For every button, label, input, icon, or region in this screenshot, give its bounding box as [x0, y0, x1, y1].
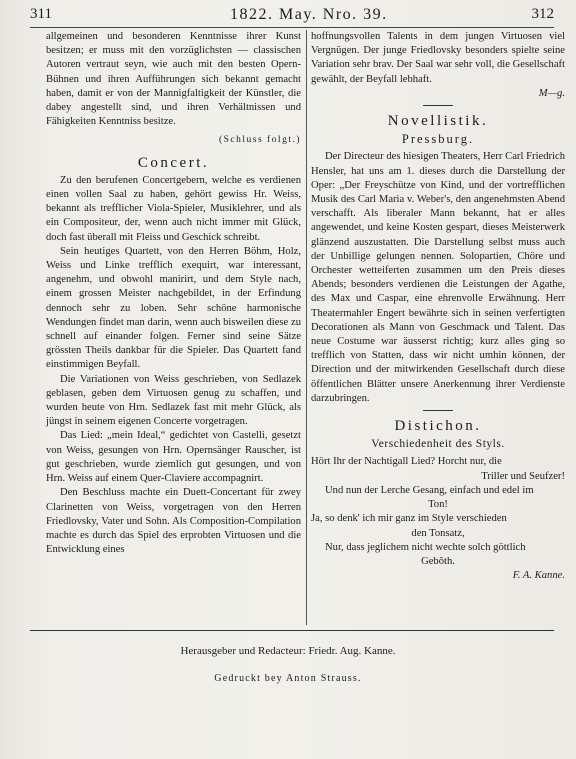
page-header: [30, 6, 554, 24]
verse-line: den Tonsatz,: [411, 527, 465, 539]
concert-paragraph: Sein heutiges Quartett, von den Herren Böhm, Holz, Weiss und Linke trefflich exequirt, war interessant, angenehm, und obwohl manirirt, und dem Style nach, einem grossen Meister nachgebildet, in der Erfindung dennoch sehr zu loben. Sehr schöne harmonische Wendungen findet man darin, wenn auch bisweilen diese zu schnell auf einander folgen. Ferner sind seine Sätze grössten Theils dankbar für die Spieler. Das Quartett fand einstimmigen Beyfall.: [46, 245, 301, 371]
concert-heading: Concert.: [137, 154, 210, 171]
verse-line: Triller und Seufzer!: [481, 470, 565, 482]
page-number-left: 311: [30, 6, 52, 22]
concert-paragraph: Die Variationen von Weiss geschrieben, von Sedlazek geblasen, geben dem Virtuosen genug zu schaffen, und wurden heute von Hrn. Sedlazek fast mit mehr Glück, als jüngst in seinem eigenen Concerte vorgetragen.: [46, 373, 301, 428]
concert-continuation: hoffnungsvollen Talents in dem jungen Virtuosen viel Vergnügen. Der junge Friedlovsky besonders spielte seine Variation sehr brav. Der Saal war sehr voll, die Gesellschaft gewählt, der Beyfall lebhaft.: [311, 31, 565, 85]
page-number-right: 312: [531, 6, 554, 22]
article-continuation: allgemeinen und besonderen Kenntnisse ihrer Kunst besitzen; er muss mit den vorzüglichsten — classischen Autoren vertraut seyn, wie auch mit den besten Opern-Bühnen und ihren Aufführungen sich bekannt gemacht haben, damit er von der Mannigfaltigkeit der Künstler, die dabey angestellt sind, und ihren Verhältnissen und Fähigkeiten Kenntniss besitze.: [46, 31, 301, 128]
distichon-subheading: Verschiedenheit des Styls.: [371, 438, 505, 451]
concert-paragraph: Das Lied: „mein Ideal,“ gedichtet von Castelli, gesetzt von Weiss, gesungen von Hrn. Opernsänger Rauscher, ist gut geschrieben, wurde ziemlich gut gesungen, und von Hrn. Weiss auf einem Quer-Claviere accompagnirt.: [46, 430, 301, 485]
verse-line: Gebôth.: [421, 555, 455, 567]
distichon-verse: [311, 455, 565, 569]
footer-rule: [30, 630, 554, 631]
pressburg-paragraph: Der Directeur des hiesigen Theaters, Herr Carl Friedrich Hensler, hat uns am 1. dieses durch die Darstellung der Oper: „Der Freyschütze von Kind, und der vortrefflichen Musik des Carl Maria v. Weber's, den angenehmsten Abend verschafft. Als liberaler Mann bekannt, hat er alles angewendet, und keine Kosten gespart, dieses Meisterwerk glänzend auszustatten. Die Darstellung selbst muss auch der Unbillige gelungen nennen. Solopartien, Chöre und Orchester wetteiferten zusammen um den Preis dieses Abends; besonders verdienen die Leistungen der Agathe, des Max und Caspar, eine ehrenvolle Erwähnung. Herr Theatermahler Engert bewährte sich in seinen verfertigten Decorationen als Mann von Geschmack und Talent. Das neue Costume war äusserst richtig; kurz alles ging so trefflich von Statten, dass wir nicht umhin können, der Direction und der mitwirkenden Gesellschaft durch diese öffentlichen Blätter unsere Anerkennung ihrer Verdienste darzubringen.: [311, 151, 565, 404]
concert-paragraph: Den Beschluss machte ein Duett-Concertant für zwey Clarinetten von Weiss, vorgetragen von den Herren Friedlovsky, Vater und Sohn. Als Composition-Compilation machte es durch das Spiel des erprobten Virtuosen und die Entwicklung eines: [46, 487, 301, 556]
issue-title: 1822. May. Nro. 39.: [230, 6, 388, 23]
verse-line: Und nun der Lerche Gesang, einfach und edel im: [325, 484, 534, 496]
author-signature: M—g.: [538, 87, 565, 99]
section-rule: [423, 105, 453, 106]
publisher-line: Herausgeber und Redacteur: Friedr. Aug. Kanne.: [180, 645, 396, 657]
distichon-heading: Distichon.: [394, 418, 482, 435]
concert-paragraph: Zu den berufenen Concertgebern, welche es verdienen einen vollen Saal zu haben, gehört gewiss Hr. Weiss, bekannt als trefflicher Viola-Spieler, Musiklehrer, und als ein Compositeur, der, wenn auch nicht immer mit Glück, doch fast überall mit Fleiss und Geschick schreibt.: [46, 174, 301, 243]
verse-line: Ton!: [428, 499, 448, 511]
printer-line: Gedruckt bey Anton Strauss.: [214, 673, 362, 684]
section-rule: [423, 410, 453, 411]
poem-signature: F. A. Kanne.: [512, 570, 565, 582]
column-divider: [306, 30, 307, 625]
verse-line: Hört Ihr der Nachtigall Lied? Horcht nur, die: [311, 456, 502, 468]
left-column: [46, 30, 301, 557]
verse-line: Nur, dass jeglichem nicht wechte solch göttlich: [325, 541, 526, 553]
pressburg-heading: Pressburg.: [401, 132, 475, 147]
novellistik-heading: Novellistik.: [387, 113, 489, 130]
right-column: [311, 30, 565, 583]
header-rule: [30, 27, 554, 28]
end-note: (Schluss folgt.): [218, 135, 301, 146]
verse-line: Ja, so denk' ich mir ganz im Style verschieden: [311, 513, 507, 525]
